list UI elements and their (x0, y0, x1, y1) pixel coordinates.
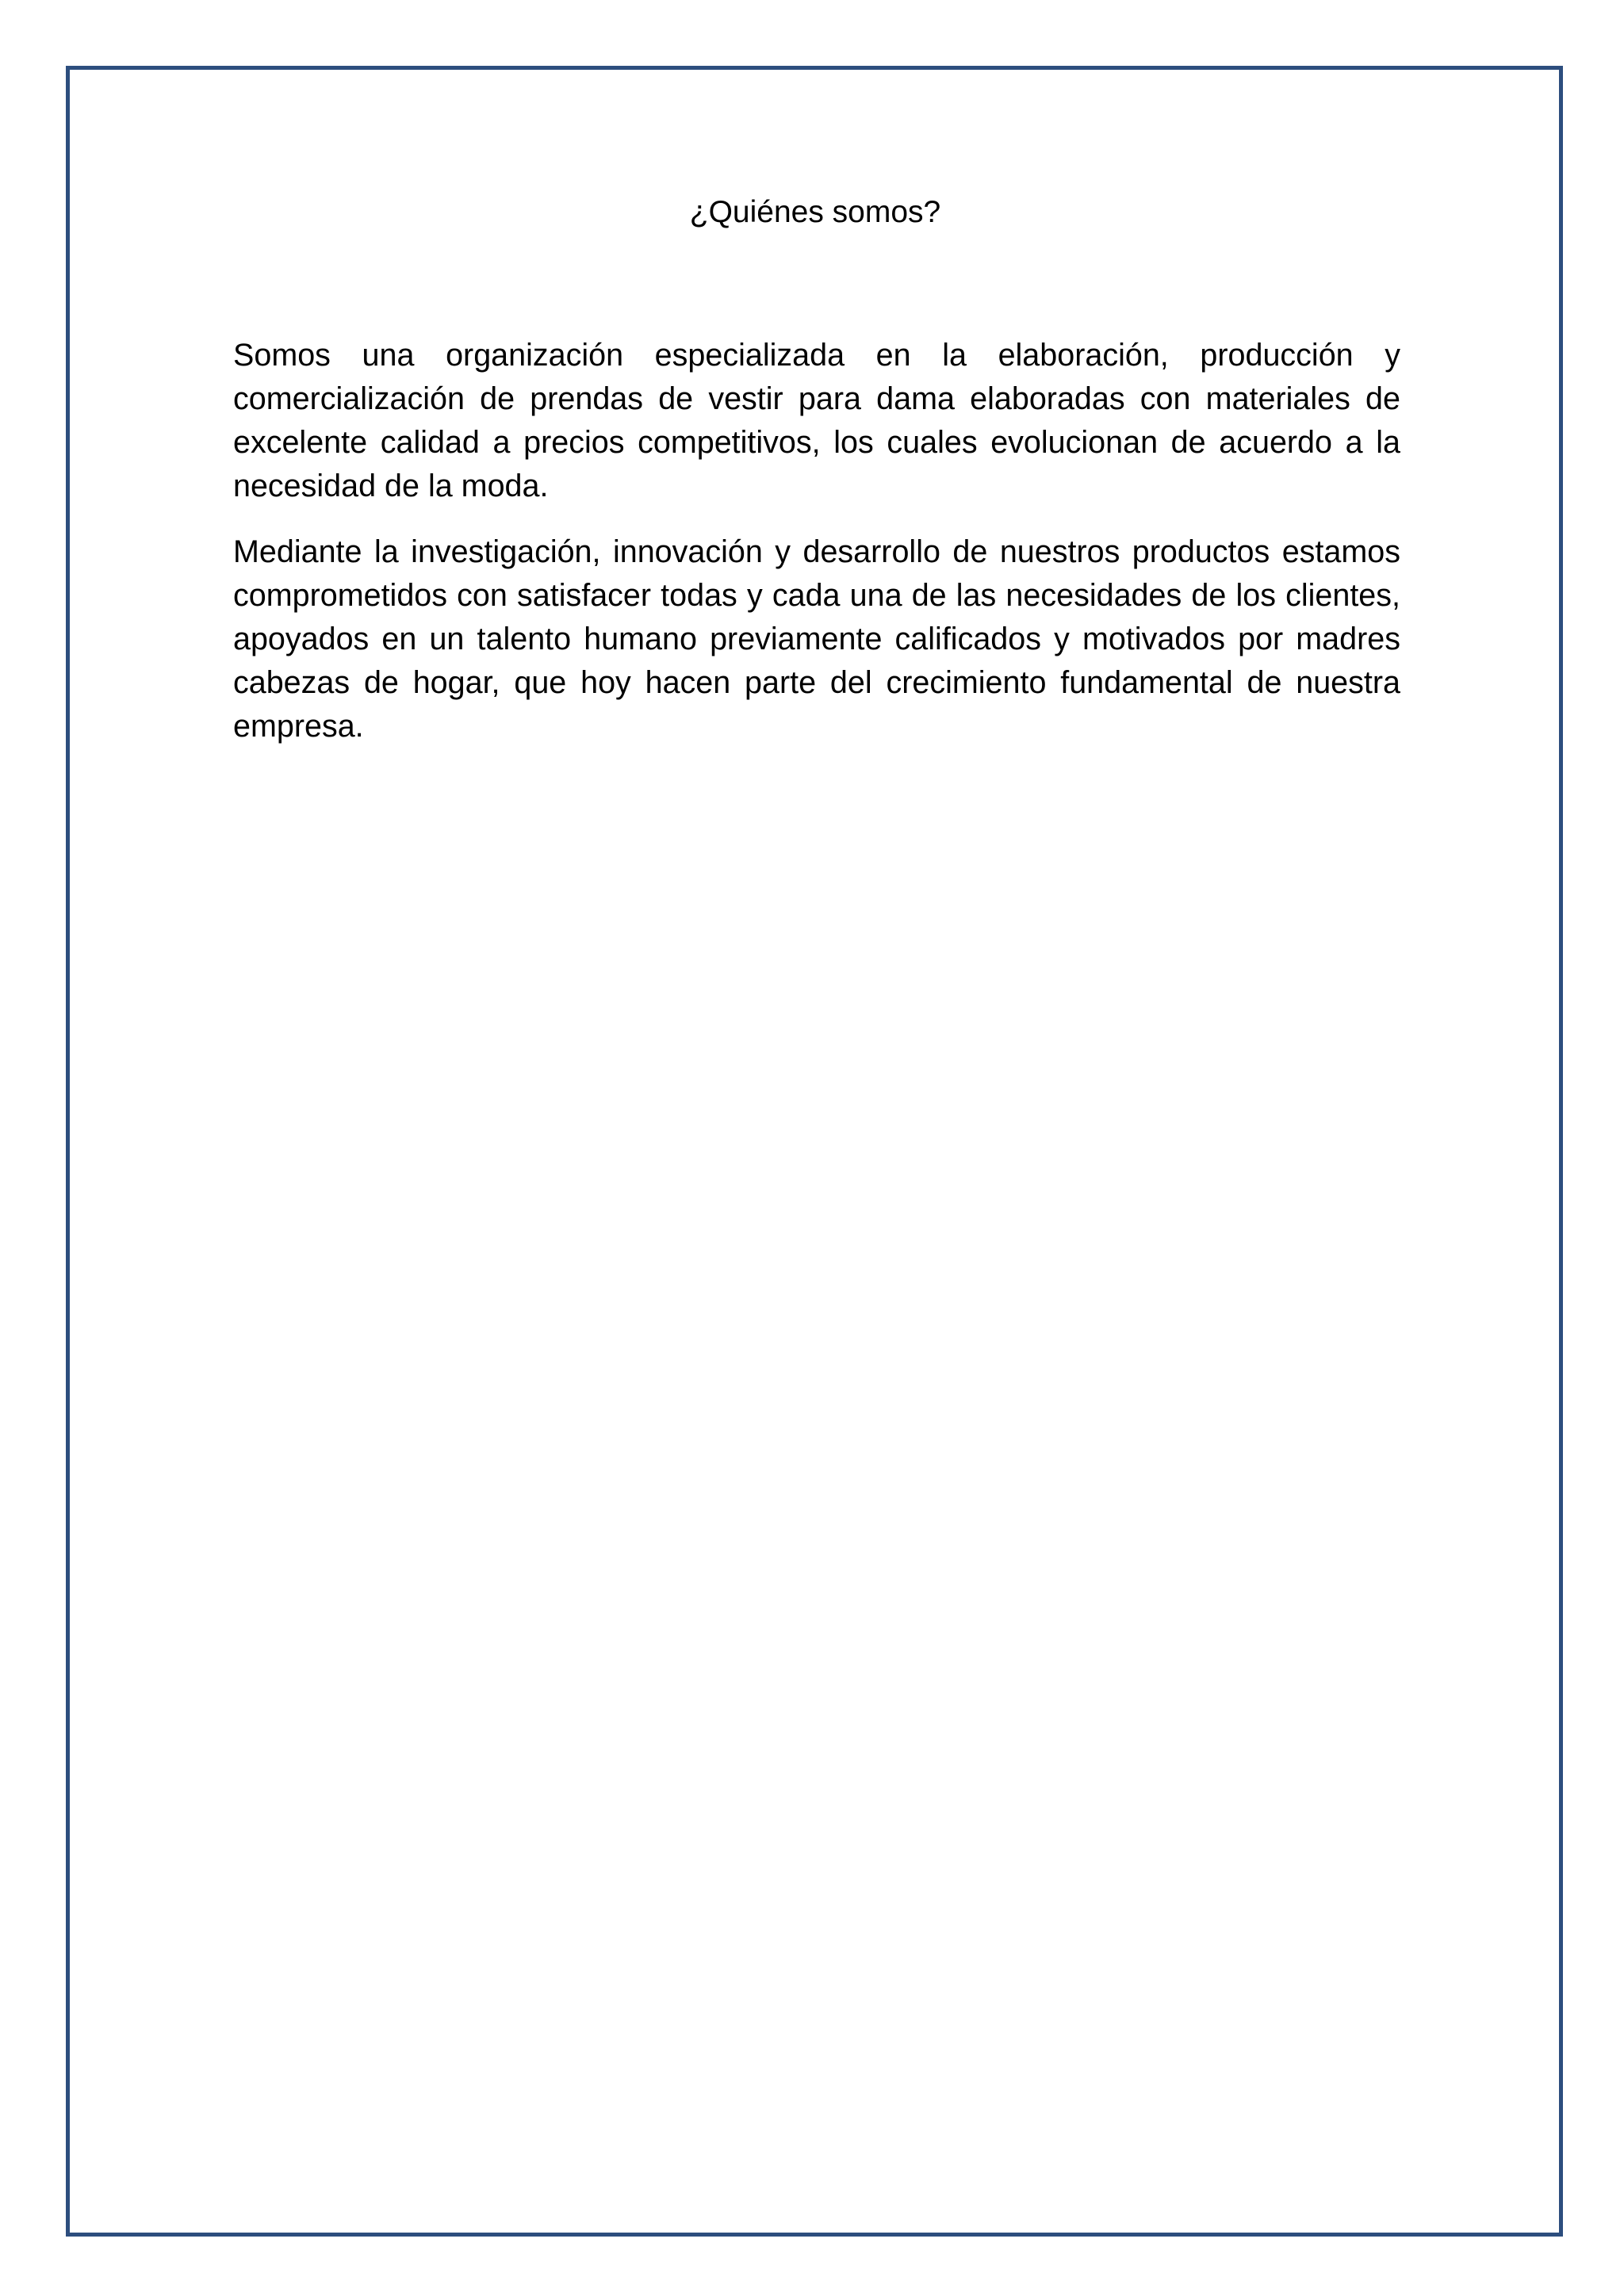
paragraph-commitment: Mediante la investigación, innovación y desarrollo de nuestros productos estamos comprometidos con satisfacer todas y cada una de las necesidades de los clientes, apoyados en un talento humano previamente calificados y motivados por madres cabezas de hogar, que hoy hacen parte del crecimiento fundamental de nuestra empresa. (233, 534, 1400, 744)
paragraph-intro: Somos una organización especializada en la elaboración, producción y comercialización de prendas de vestir para dama elaboradas con materiales de excelente calidad a precios competitivos, los cuales evolucionan de acuerdo a la necesidad de la moda. (233, 338, 1400, 503)
page-title: ¿Quiénes somos? (689, 195, 941, 229)
document-body (233, 334, 1400, 771)
